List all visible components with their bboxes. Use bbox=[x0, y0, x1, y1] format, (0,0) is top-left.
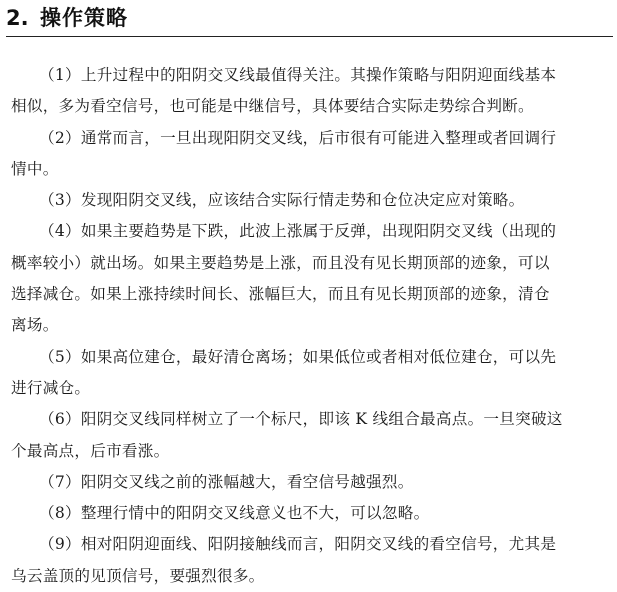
text-line: （1）上升过程中的阳阴交叉线最值得关注。其操作策略与阳阴迎面线基本 bbox=[39, 66, 557, 84]
text-line: 进行减仓。 bbox=[11, 378, 91, 397]
text-line: （6）阳阴交叉线同样树立了一个标尺，即该 K 线组合最高点。一旦突破这 bbox=[39, 410, 563, 429]
section-number: 2. bbox=[6, 6, 29, 30]
section-title: 操作策略 bbox=[40, 6, 128, 30]
text-line: 离场。 bbox=[11, 316, 59, 335]
text-line: （8）整理行情中的阳阴交叉线意义也不大，可以忽略。 bbox=[39, 504, 430, 523]
text-line: 乌云盖顶的见顶信号，要强烈很多。 bbox=[11, 566, 265, 585]
text-line: 选择减仓。如果上涨持续时间长、涨幅巨大，而且有见长期顶部的迹象，清仓 bbox=[11, 285, 550, 304]
text-line: 概率较小）就出场。如果主要趋势是上涨，而且没有见长期顶部的迹象，可以 bbox=[11, 253, 550, 272]
body-text bbox=[11, 60, 608, 592]
text-line: 情中。 bbox=[11, 159, 59, 178]
text-line: （2）通常而言，一旦出现阳阴交叉线，后市很有可能进入整理或者回调行 bbox=[39, 128, 557, 147]
text-line: （9）相对阳阴迎面线、阳阴接触线而言，阳阴交叉线的看空信号，尤其是 bbox=[39, 535, 557, 554]
section-heading bbox=[6, 3, 613, 37]
text-line: （5）如果高位建仓，最好清仓离场；如果低位或者相对低位建仓，可以先 bbox=[39, 347, 557, 366]
text-line: 个最高点，后市看涨。 bbox=[11, 441, 170, 460]
text-line: 相似，多为看空信号，也可能是中继信号，具体要结合实际走势综合判断。 bbox=[11, 97, 534, 116]
text-line: （4）如果主要趋势是下跌，此波上涨属于反弹，出现阳阴交叉线（出现的 bbox=[39, 222, 557, 241]
text-line: （7）阳阴交叉线之前的涨幅越大，看空信号越强烈。 bbox=[39, 472, 414, 491]
text-line: （3）发现阳阴交叉线，应该结合实际行情走势和仓位决定应对策略。 bbox=[39, 191, 525, 210]
